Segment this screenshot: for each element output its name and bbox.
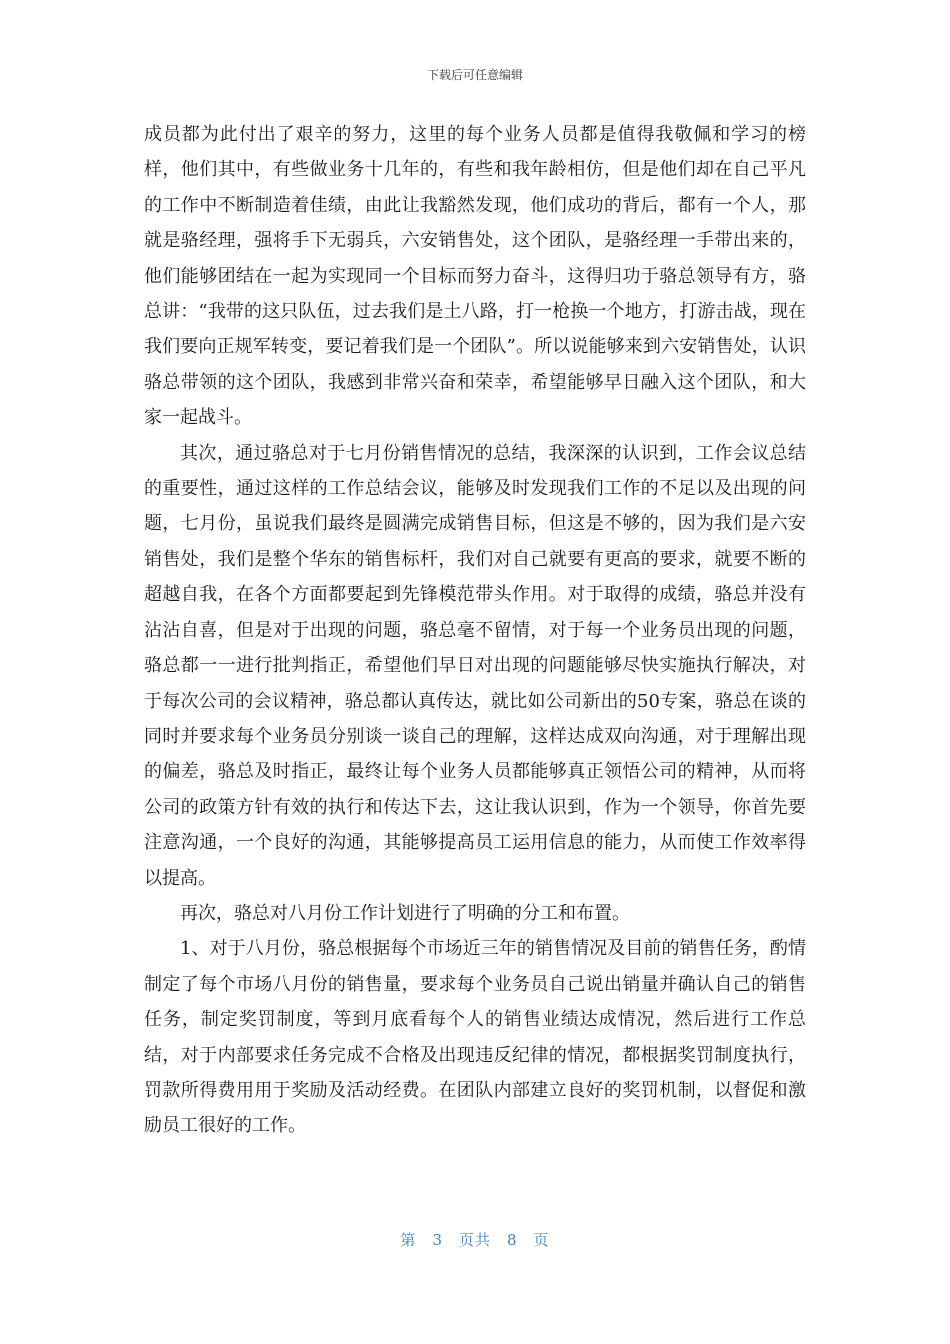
footer-page-total: 8 <box>507 1231 518 1249</box>
footer-label-ye: 页 <box>533 1231 550 1249</box>
footer-page-current: 3 <box>432 1231 443 1249</box>
page-header: 下载后可任意编辑 <box>426 68 523 82</box>
footer-label-ye-gong: 页共 <box>458 1231 491 1249</box>
paragraph-4: 1、对于八月份，骆总根据每个市场近三年的销售情况及目前的销售任务，酌情制定了每个市场八月份的销售量，要求每个业务员自己说出销量并确认自己的销售任务，制定奖罚制度，等到月底看每个人的销售业绩达成情况，然后进行工作总结，对于内部要求任务完成不合格及出现违反纪律的情况，都根据奖罚制度执行，罚款所得费用用于奖励及活动经费。在团队内部建立良好的奖罚机制，以督促和激励员工很好的工作。 <box>144 938 806 1137</box>
page-footer <box>0 1229 950 1250</box>
paragraph-2: 其次，通过骆总对于七月份销售情况的总结，我深深的认识到，工作会议总结的重要性，通过这样的工作总结会议，能够及时发现我们工作的不足以及出现的问题，七月份，虽说我们最终是圆满完成销售目标，但这是不够的，因为我们是六安销售处，我们是整个华东的销售标杆，我们对自己就要有更高的要求，就要不断的超越自我，在各个方面都要起到先锋模范带头作用。对于取得的成绩，骆总并没有沾沾自喜，但是对于出现的问题，骆总毫不留情，对于每一个业务员出现的问题，骆总都一一进行批判指正，希望他们早日对出现的问题能够尽快实施执行解决，对于每次公司的会议精神，骆总都认真传达，就比如公司新出的50专案，骆总在谈的同时并要求每个业务员分别谈一谈自己的理解，这样达成双向沟通，对于理解出现的偏差，骆总及时指正，最终让每个业务人员都能够真正领悟公司的精神，从而将公司的政策方针有效的执行和传达下去，这让我认识到，作为一个领导，你首先要注意沟通，一个良好的沟通，其能够提高员工运用信息的能力，从而使工作效率得以提高。 <box>144 442 806 889</box>
paragraph-1: 成员都为此付出了艰辛的努力，这里的每个业务人员都是值得我敬佩和学习的榜样，他们其中，有些做业务十几年的，有些和我年龄相仿，但是他们却在自己平凡的工作中不断制造着佳绩，由此让我豁然发现，他们成功的背后，都有一个人，那就是骆经理，强将手下无弱兵，六安销售处，这个团队，是骆经理一手带出来的，他们能够团结在一起为实现同一个目标而努力奋斗，这得归功于骆总领导有方，骆总讲：“我带的这只队伍，过去我们是土八路，打一枪换一个地方，打游击战，现在我们要向正规军转变，要记着我们是一个团队”。所以说能够来到六安销售处，认识骆总带领的这个团队，我感到非常兴奋和荣幸，希望能够早日融入这个团队，和大家一起战斗。 <box>144 124 806 429</box>
document-body <box>144 117 806 1144</box>
footer-label-di: 第 <box>400 1231 417 1249</box>
paragraph-3: 再次，骆总对八月份工作计划进行了明确的分工和布置。 <box>180 902 630 924</box>
